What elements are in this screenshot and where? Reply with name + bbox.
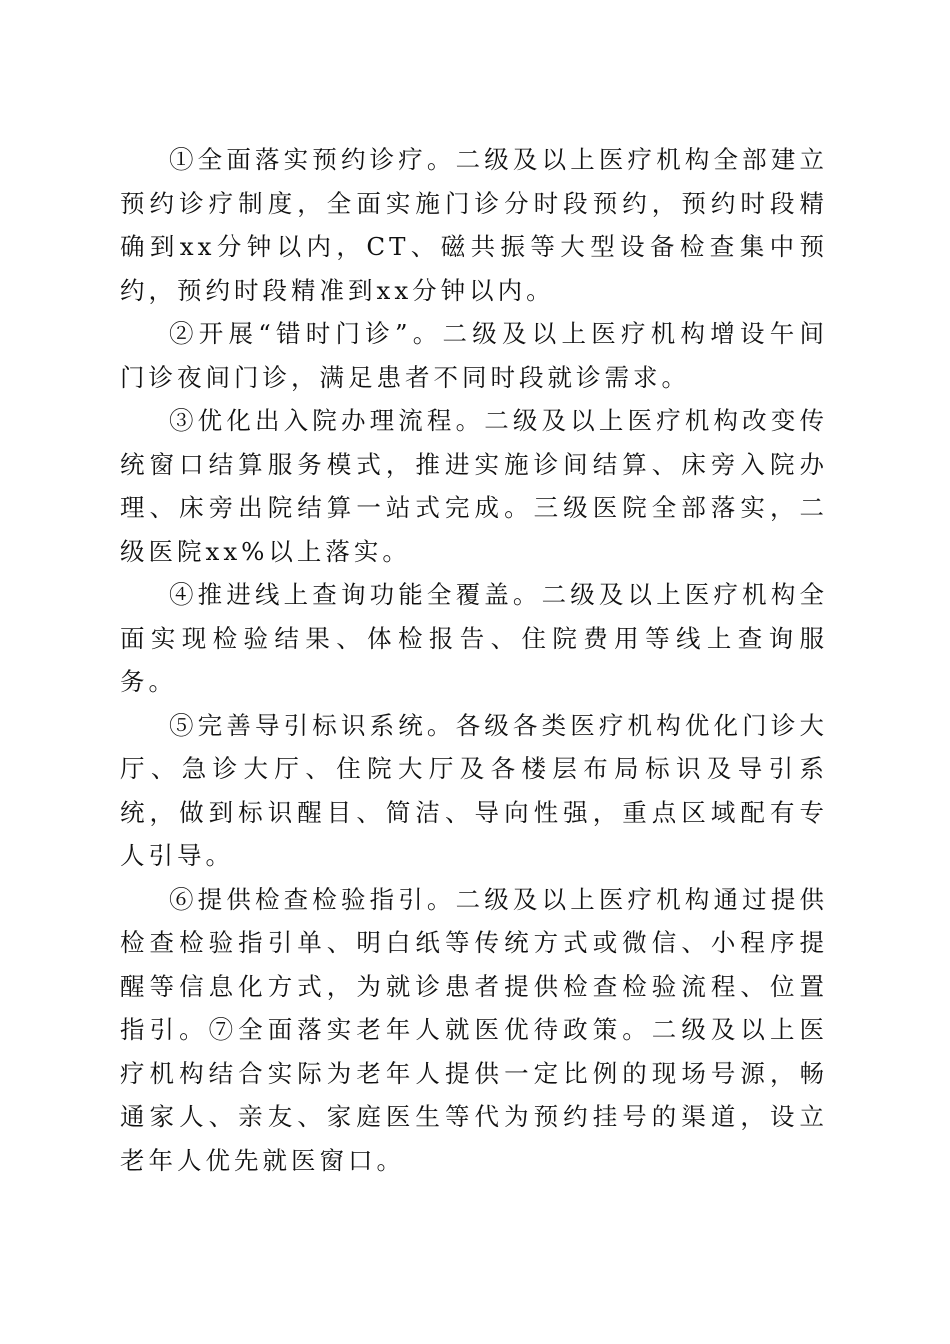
paragraph-appointment: ①全面落实预约诊疗。二级及以上医疗机构全部建立预约诊疗制度，全面实施门诊分时段预约，预约时段精确到xx分钟以内，CT、磁共振等大型设备检查集中预约，预约时段精准到xx分钟以内。	[120, 145, 828, 305]
paragraph-online-query: ④推进线上查询功能全覆盖。二级及以上医疗机构全面实现检验结果、体检报告、住院费用等线上查询服务。	[120, 580, 828, 696]
paragraph-admission-process: ③优化出入院办理流程。二级及以上医疗机构改变传统窗口结算服务模式，推进实施诊间结算、床旁入院办理、床旁出院结算一站式完成。三级医院全部落实，二级医院xx%以上落实。	[120, 406, 828, 566]
paragraph-exam-guidance: ⑥提供检查检验指引。二级及以上医疗机构通过提供检查检验指引单、明白纸等传统方式或微信、小程序提醒等信息化方式，为就诊患者提供检查检验流程、位置指引。⑦全面落实老年人就医优待政策。二级及以上医疗机构结合实际为老年人提供一定比例的现场号源，畅通家人、亲友、家庭医生等代为预约挂号的渠道，设立老年人优先就医窗口。	[120, 884, 828, 1175]
paragraph-staggered-clinic: ②开展“错时门诊”。二级及以上医疗机构增设午间门诊夜间门诊，满足患者不同时段就诊需求。	[120, 319, 828, 392]
paragraph-signage-system: ⑤完善导引标识系统。各级各类医疗机构优化门诊大厅、急诊大厅、住院大厅及各楼层布局标识及导引系统，做到标识醒目、简洁、导向性强，重点区域配有专人引导。	[120, 710, 828, 870]
document-body	[120, 138, 828, 1182]
